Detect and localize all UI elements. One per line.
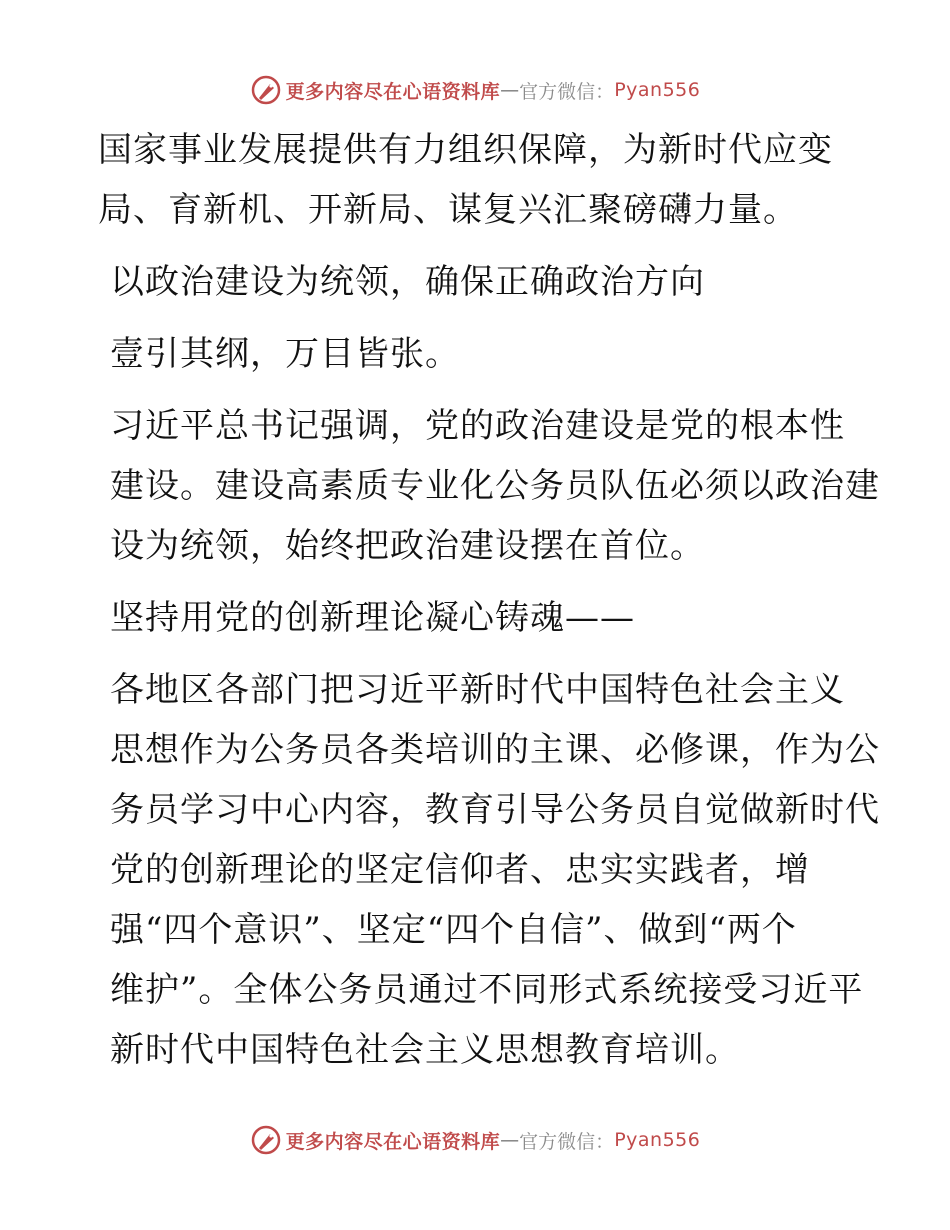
banner-main-text: 更多内容尽在心语资料库	[285, 80, 501, 103]
text-line: 思想作为公务员各类培训的主课、必修课，作为公	[110, 730, 880, 770]
pen-nib-logo-icon	[250, 74, 282, 106]
text-line: 党的创新理论的坚定信仰者、忠实实践者，增	[110, 850, 810, 890]
footer-watermark-banner	[0, 1120, 950, 1160]
banner-wechat-label: 官方微信：	[519, 80, 615, 103]
text-line: 局、育新机、开新局、谋复兴汇聚磅礴力量。	[98, 190, 798, 230]
paragraph-1	[98, 120, 858, 240]
text-line: 新时代中国特色社会主义思想教育培训。	[110, 1030, 740, 1070]
text-line: 建设。建设高素质专业化公务员队伍必须以政治建	[110, 466, 880, 506]
paragraph-2: 壹引其纲，万目皆张。	[110, 334, 460, 374]
text-line: 国家事业发展提供有力组织保障，为新时代应变	[98, 130, 833, 170]
pen-nib-logo-icon	[250, 1124, 282, 1156]
paragraph-3	[98, 396, 880, 576]
banner-wechat-id: Pyan556	[614, 1129, 701, 1151]
text-line: 务员学习中心内容，教育引导公务员自觉做新时代	[110, 790, 880, 830]
text-line: 强“四个意识”、坚定“四个自信”、做到“两个	[110, 910, 797, 950]
document-body	[98, 120, 880, 1092]
header-watermark-banner	[0, 70, 950, 110]
banner-main-text: 更多内容尽在心语资料库	[285, 1130, 501, 1153]
text-line: 设为统领，始终把政治建设摆在首位。	[110, 526, 705, 566]
text-line: 维护”。全体公务员通过不同形式系统接受习近平	[110, 970, 864, 1010]
paragraph-4	[98, 660, 880, 1080]
banner-dash: —	[500, 79, 520, 101]
section-heading-2: 坚持用党的创新理论凝心铸魂——	[110, 598, 635, 638]
text-line: 各地区各部门把习近平新时代中国特色社会主义	[110, 670, 845, 710]
banner-dash: —	[500, 1129, 520, 1151]
section-heading-1: 以政治建设为统领，确保正确政治方向	[110, 262, 705, 302]
banner-wechat-label: 官方微信：	[519, 1130, 615, 1153]
text-line: 习近平总书记强调，党的政治建设是党的根本性	[110, 406, 845, 446]
banner-wechat-id: Pyan556	[614, 79, 701, 101]
